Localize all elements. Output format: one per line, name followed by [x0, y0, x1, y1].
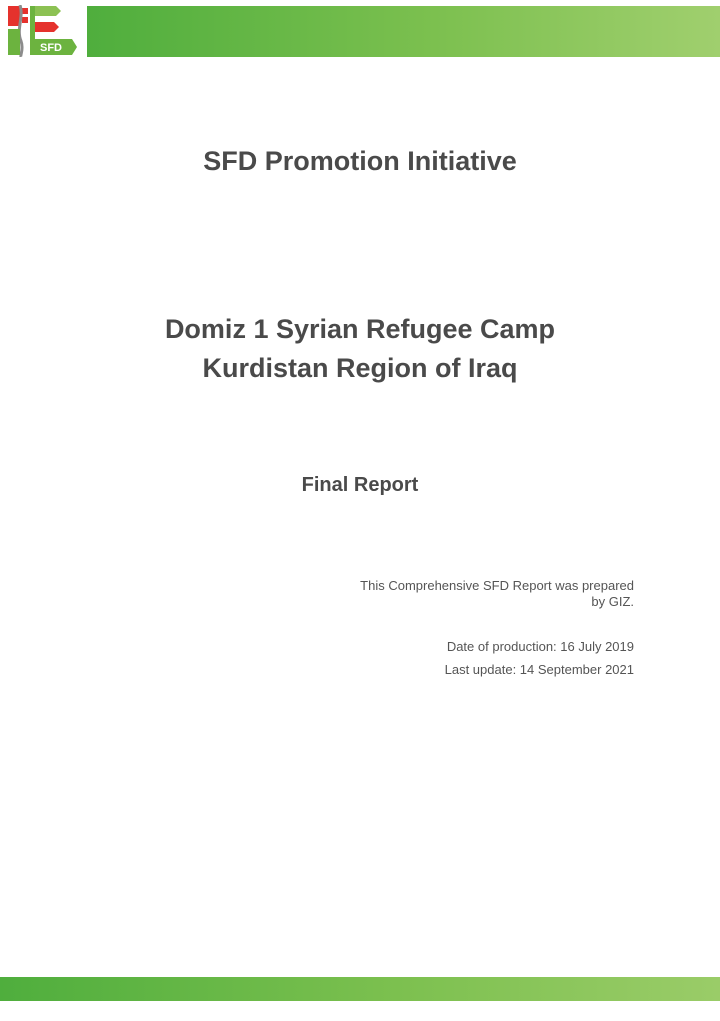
report-title-line-1: Domiz 1 Syrian Refugee Camp [164, 314, 556, 344]
report-title-line-2: Kurdistan Region of Iraq [202, 353, 518, 383]
prepared-by-line-2: by GIZ. [591, 594, 634, 609]
prepared-by-note [234, 578, 634, 610]
last-update: Last update: 14 September 2021 [444, 662, 634, 677]
header-band [87, 6, 720, 57]
report-title [0, 310, 720, 388]
logo-text: SFD [40, 42, 62, 54]
program-title: SFD Promotion Initiative [203, 146, 517, 176]
sfd-logo [8, 5, 78, 57]
footer-band [0, 977, 720, 1001]
prepared-by-line-1: This Comprehensive SFD Report was prepared [360, 578, 634, 593]
date-of-production: Date of production: 16 July 2019 [446, 639, 634, 654]
report-type: Final Report [301, 474, 419, 496]
